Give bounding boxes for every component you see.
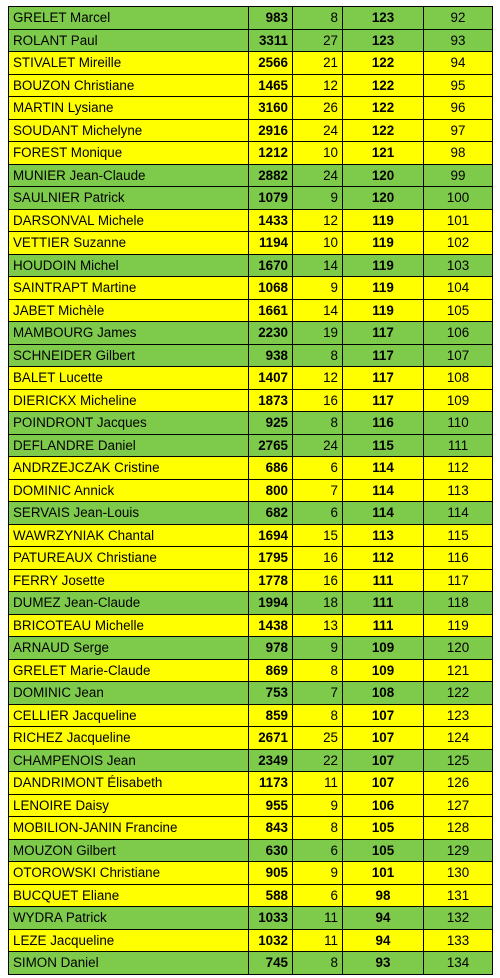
player-name: SAINTRAPT Martine — [9, 277, 249, 300]
player-name: DIERICKX Micheline — [9, 389, 249, 412]
rank-number: 109 — [424, 389, 493, 412]
total-points: 1465 — [249, 74, 293, 97]
table-row — [9, 97, 493, 120]
table-row — [9, 862, 493, 885]
player-name: MAMBOURG James — [9, 322, 249, 345]
rank-number: 127 — [424, 794, 493, 817]
table-row — [9, 74, 493, 97]
table-row — [9, 524, 493, 547]
average-score: 93 — [343, 952, 424, 975]
rank-number: 116 — [424, 547, 493, 570]
table-row — [9, 794, 493, 817]
rank-number: 104 — [424, 277, 493, 300]
table-row — [9, 277, 493, 300]
rank-number: 111 — [424, 434, 493, 457]
table-row — [9, 569, 493, 592]
games-count: 8 — [293, 412, 343, 435]
average-score: 107 — [343, 749, 424, 772]
rank-number: 128 — [424, 817, 493, 840]
games-count: 15 — [293, 524, 343, 547]
average-score: 121 — [343, 142, 424, 165]
rank-number: 97 — [424, 119, 493, 142]
total-points: 2230 — [249, 322, 293, 345]
rank-number: 105 — [424, 299, 493, 322]
games-count: 12 — [293, 367, 343, 390]
ranking-table — [8, 6, 493, 975]
rank-number: 121 — [424, 659, 493, 682]
player-name: BUCQUET Eliane — [9, 884, 249, 907]
player-name: JABET Michèle — [9, 299, 249, 322]
table-row — [9, 479, 493, 502]
rank-number: 117 — [424, 569, 493, 592]
total-points: 3160 — [249, 97, 293, 120]
table-row — [9, 547, 493, 570]
player-name: DUMEZ Jean-Claude — [9, 592, 249, 615]
table-row — [9, 704, 493, 727]
total-points: 2916 — [249, 119, 293, 142]
total-points: 925 — [249, 412, 293, 435]
games-count: 8 — [293, 817, 343, 840]
player-name: SIMON Daniel — [9, 952, 249, 975]
player-name: SERVAIS Jean-Louis — [9, 502, 249, 525]
average-score: 117 — [343, 367, 424, 390]
average-score: 114 — [343, 502, 424, 525]
player-name: ANDRZEJCZAK Cristine — [9, 457, 249, 480]
average-score: 122 — [343, 74, 424, 97]
table-row — [9, 614, 493, 637]
average-score: 117 — [343, 389, 424, 412]
total-points: 745 — [249, 952, 293, 975]
player-name: LENOIRE Daisy — [9, 794, 249, 817]
table-row — [9, 637, 493, 660]
rank-number: 130 — [424, 862, 493, 885]
games-count: 9 — [293, 637, 343, 660]
games-count: 14 — [293, 254, 343, 277]
total-points: 1068 — [249, 277, 293, 300]
player-name: FOREST Monique — [9, 142, 249, 165]
average-score: 119 — [343, 254, 424, 277]
player-name: WAWRZYNIAK Chantal — [9, 524, 249, 547]
player-name: ROLANT Paul — [9, 29, 249, 52]
games-count: 8 — [293, 344, 343, 367]
table-row — [9, 254, 493, 277]
games-count: 6 — [293, 502, 343, 525]
player-name: DOMINIC Jean — [9, 682, 249, 705]
table-row — [9, 322, 493, 345]
total-points: 800 — [249, 479, 293, 502]
rank-number: 95 — [424, 74, 493, 97]
total-points: 1795 — [249, 547, 293, 570]
player-name: SCHNEIDER Gilbert — [9, 344, 249, 367]
player-name: DEFLANDRE Daniel — [9, 434, 249, 457]
player-name: DOMINIC Annick — [9, 479, 249, 502]
average-score: 107 — [343, 704, 424, 727]
total-points: 2671 — [249, 727, 293, 750]
average-score: 114 — [343, 457, 424, 480]
games-count: 16 — [293, 389, 343, 412]
total-points: 2882 — [249, 164, 293, 187]
games-count: 8 — [293, 659, 343, 682]
games-count: 8 — [293, 952, 343, 975]
table-row — [9, 682, 493, 705]
games-count: 6 — [293, 839, 343, 862]
table-row — [9, 952, 493, 975]
total-points: 859 — [249, 704, 293, 727]
rank-number: 129 — [424, 839, 493, 862]
total-points: 1778 — [249, 569, 293, 592]
player-name: CHAMPENOIS Jean — [9, 749, 249, 772]
average-score: 108 — [343, 682, 424, 705]
rank-number: 124 — [424, 727, 493, 750]
games-count: 13 — [293, 614, 343, 637]
rank-number: 118 — [424, 592, 493, 615]
player-name: LEZE Jacqueline — [9, 929, 249, 952]
player-name: BALET Lucette — [9, 367, 249, 390]
average-score: 105 — [343, 817, 424, 840]
total-points: 1694 — [249, 524, 293, 547]
ranking-sheet — [8, 6, 492, 975]
table-row — [9, 164, 493, 187]
games-count: 14 — [293, 299, 343, 322]
table-row — [9, 187, 493, 210]
total-points: 978 — [249, 637, 293, 660]
table-row — [9, 772, 493, 795]
table-row — [9, 232, 493, 255]
table-row — [9, 592, 493, 615]
player-name: ARNAUD Serge — [9, 637, 249, 660]
rank-number: 98 — [424, 142, 493, 165]
average-score: 109 — [343, 659, 424, 682]
total-points: 1212 — [249, 142, 293, 165]
average-score: 114 — [343, 479, 424, 502]
games-count: 11 — [293, 929, 343, 952]
total-points: 1433 — [249, 209, 293, 232]
rank-number: 122 — [424, 682, 493, 705]
rank-number: 107 — [424, 344, 493, 367]
player-name: OTOROWSKI Christiane — [9, 862, 249, 885]
rank-number: 106 — [424, 322, 493, 345]
table-row — [9, 884, 493, 907]
average-score: 115 — [343, 434, 424, 457]
total-points: 905 — [249, 862, 293, 885]
player-name: POINDRONT Jacques — [9, 412, 249, 435]
total-points: 1994 — [249, 592, 293, 615]
games-count: 19 — [293, 322, 343, 345]
total-points: 1033 — [249, 907, 293, 930]
games-count: 21 — [293, 52, 343, 75]
average-score: 117 — [343, 344, 424, 367]
table-row — [9, 817, 493, 840]
average-score: 119 — [343, 277, 424, 300]
rank-number: 125 — [424, 749, 493, 772]
average-score: 113 — [343, 524, 424, 547]
total-points: 1873 — [249, 389, 293, 412]
games-count: 6 — [293, 457, 343, 480]
table-row — [9, 727, 493, 750]
average-score: 123 — [343, 7, 424, 30]
rank-number: 110 — [424, 412, 493, 435]
average-score: 117 — [343, 322, 424, 345]
rank-number: 101 — [424, 209, 493, 232]
player-name: PATUREAUX Christiane — [9, 547, 249, 570]
player-name: MUNIER Jean-Claude — [9, 164, 249, 187]
average-score: 112 — [343, 547, 424, 570]
player-name: GRELET Marcel — [9, 7, 249, 30]
total-points: 686 — [249, 457, 293, 480]
games-count: 22 — [293, 749, 343, 772]
player-name: BOUZON Christiane — [9, 74, 249, 97]
total-points: 983 — [249, 7, 293, 30]
player-name: HOUDOIN Michel — [9, 254, 249, 277]
average-score: 106 — [343, 794, 424, 817]
average-score: 111 — [343, 569, 424, 592]
player-name: GRELET Marie-Claude — [9, 659, 249, 682]
average-score: 119 — [343, 232, 424, 255]
player-name: BRICOTEAU Michelle — [9, 614, 249, 637]
total-points: 1438 — [249, 614, 293, 637]
games-count: 24 — [293, 119, 343, 142]
player-name: SOUDANT Michelyne — [9, 119, 249, 142]
average-score: 94 — [343, 929, 424, 952]
average-score: 94 — [343, 907, 424, 930]
rank-number: 92 — [424, 7, 493, 30]
rank-number: 93 — [424, 29, 493, 52]
table-row — [9, 7, 493, 30]
table-row — [9, 142, 493, 165]
games-count: 25 — [293, 727, 343, 750]
player-name: CELLIER Jacqueline — [9, 704, 249, 727]
total-points: 843 — [249, 817, 293, 840]
total-points: 1079 — [249, 187, 293, 210]
player-name: VETTIER Suzanne — [9, 232, 249, 255]
games-count: 12 — [293, 209, 343, 232]
total-points: 588 — [249, 884, 293, 907]
total-points: 682 — [249, 502, 293, 525]
average-score: 105 — [343, 839, 424, 862]
average-score: 123 — [343, 29, 424, 52]
average-score: 120 — [343, 187, 424, 210]
player-name: FERRY Josette — [9, 569, 249, 592]
average-score: 98 — [343, 884, 424, 907]
average-score: 120 — [343, 164, 424, 187]
player-name: DARSONVAL Michele — [9, 209, 249, 232]
rank-number: 115 — [424, 524, 493, 547]
games-count: 8 — [293, 7, 343, 30]
rank-number: 96 — [424, 97, 493, 120]
rank-number: 100 — [424, 187, 493, 210]
total-points: 955 — [249, 794, 293, 817]
rank-number: 126 — [424, 772, 493, 795]
table-row — [9, 749, 493, 772]
games-count: 11 — [293, 907, 343, 930]
table-row — [9, 367, 493, 390]
average-score: 101 — [343, 862, 424, 885]
rank-number: 108 — [424, 367, 493, 390]
games-count: 10 — [293, 232, 343, 255]
total-points: 1670 — [249, 254, 293, 277]
average-score: 122 — [343, 97, 424, 120]
ranking-table-body — [9, 7, 493, 975]
average-score: 116 — [343, 412, 424, 435]
rank-number: 114 — [424, 502, 493, 525]
rank-number: 120 — [424, 637, 493, 660]
table-row — [9, 457, 493, 480]
total-points: 753 — [249, 682, 293, 705]
games-count: 18 — [293, 592, 343, 615]
average-score: 122 — [343, 119, 424, 142]
table-row — [9, 929, 493, 952]
rank-number: 94 — [424, 52, 493, 75]
games-count: 27 — [293, 29, 343, 52]
table-row — [9, 344, 493, 367]
total-points: 938 — [249, 344, 293, 367]
games-count: 12 — [293, 74, 343, 97]
games-count: 26 — [293, 97, 343, 120]
rank-number: 133 — [424, 929, 493, 952]
games-count: 16 — [293, 547, 343, 570]
rank-number: 123 — [424, 704, 493, 727]
total-points: 1407 — [249, 367, 293, 390]
games-count: 7 — [293, 479, 343, 502]
rank-number: 103 — [424, 254, 493, 277]
table-row — [9, 389, 493, 412]
rank-number: 112 — [424, 457, 493, 480]
games-count: 16 — [293, 569, 343, 592]
average-score: 119 — [343, 299, 424, 322]
total-points: 869 — [249, 659, 293, 682]
average-score: 111 — [343, 614, 424, 637]
total-points: 1661 — [249, 299, 293, 322]
rank-number: 99 — [424, 164, 493, 187]
games-count: 7 — [293, 682, 343, 705]
total-points: 2765 — [249, 434, 293, 457]
total-points: 1173 — [249, 772, 293, 795]
average-score: 111 — [343, 592, 424, 615]
games-count: 9 — [293, 187, 343, 210]
table-row — [9, 209, 493, 232]
games-count: 9 — [293, 862, 343, 885]
total-points: 2349 — [249, 749, 293, 772]
games-count: 9 — [293, 794, 343, 817]
total-points: 3311 — [249, 29, 293, 52]
table-row — [9, 52, 493, 75]
games-count: 11 — [293, 772, 343, 795]
player-name: MOUZON Gilbert — [9, 839, 249, 862]
average-score: 107 — [343, 772, 424, 795]
table-row — [9, 29, 493, 52]
average-score: 109 — [343, 637, 424, 660]
table-row — [9, 659, 493, 682]
games-count: 10 — [293, 142, 343, 165]
games-count: 24 — [293, 434, 343, 457]
player-name: SAULNIER Patrick — [9, 187, 249, 210]
player-name: MARTIN Lysiane — [9, 97, 249, 120]
rank-number: 102 — [424, 232, 493, 255]
total-points: 2566 — [249, 52, 293, 75]
player-name: STIVALET Mireille — [9, 52, 249, 75]
player-name: MOBILION-JANIN Francine — [9, 817, 249, 840]
average-score: 122 — [343, 52, 424, 75]
games-count: 24 — [293, 164, 343, 187]
rank-number: 119 — [424, 614, 493, 637]
table-row — [9, 119, 493, 142]
player-name: RICHEZ Jacqueline — [9, 727, 249, 750]
table-row — [9, 434, 493, 457]
rank-number: 131 — [424, 884, 493, 907]
player-name: DANDRIMONT Élisabeth — [9, 772, 249, 795]
total-points: 630 — [249, 839, 293, 862]
table-row — [9, 299, 493, 322]
table-row — [9, 907, 493, 930]
average-score: 119 — [343, 209, 424, 232]
rank-number: 113 — [424, 479, 493, 502]
games-count: 9 — [293, 277, 343, 300]
total-points: 1032 — [249, 929, 293, 952]
table-row — [9, 839, 493, 862]
average-score: 107 — [343, 727, 424, 750]
rank-number: 134 — [424, 952, 493, 975]
total-points: 1194 — [249, 232, 293, 255]
table-row — [9, 502, 493, 525]
rank-number: 132 — [424, 907, 493, 930]
player-name: WYDRA Patrick — [9, 907, 249, 930]
table-row — [9, 412, 493, 435]
games-count: 6 — [293, 884, 343, 907]
games-count: 8 — [293, 704, 343, 727]
